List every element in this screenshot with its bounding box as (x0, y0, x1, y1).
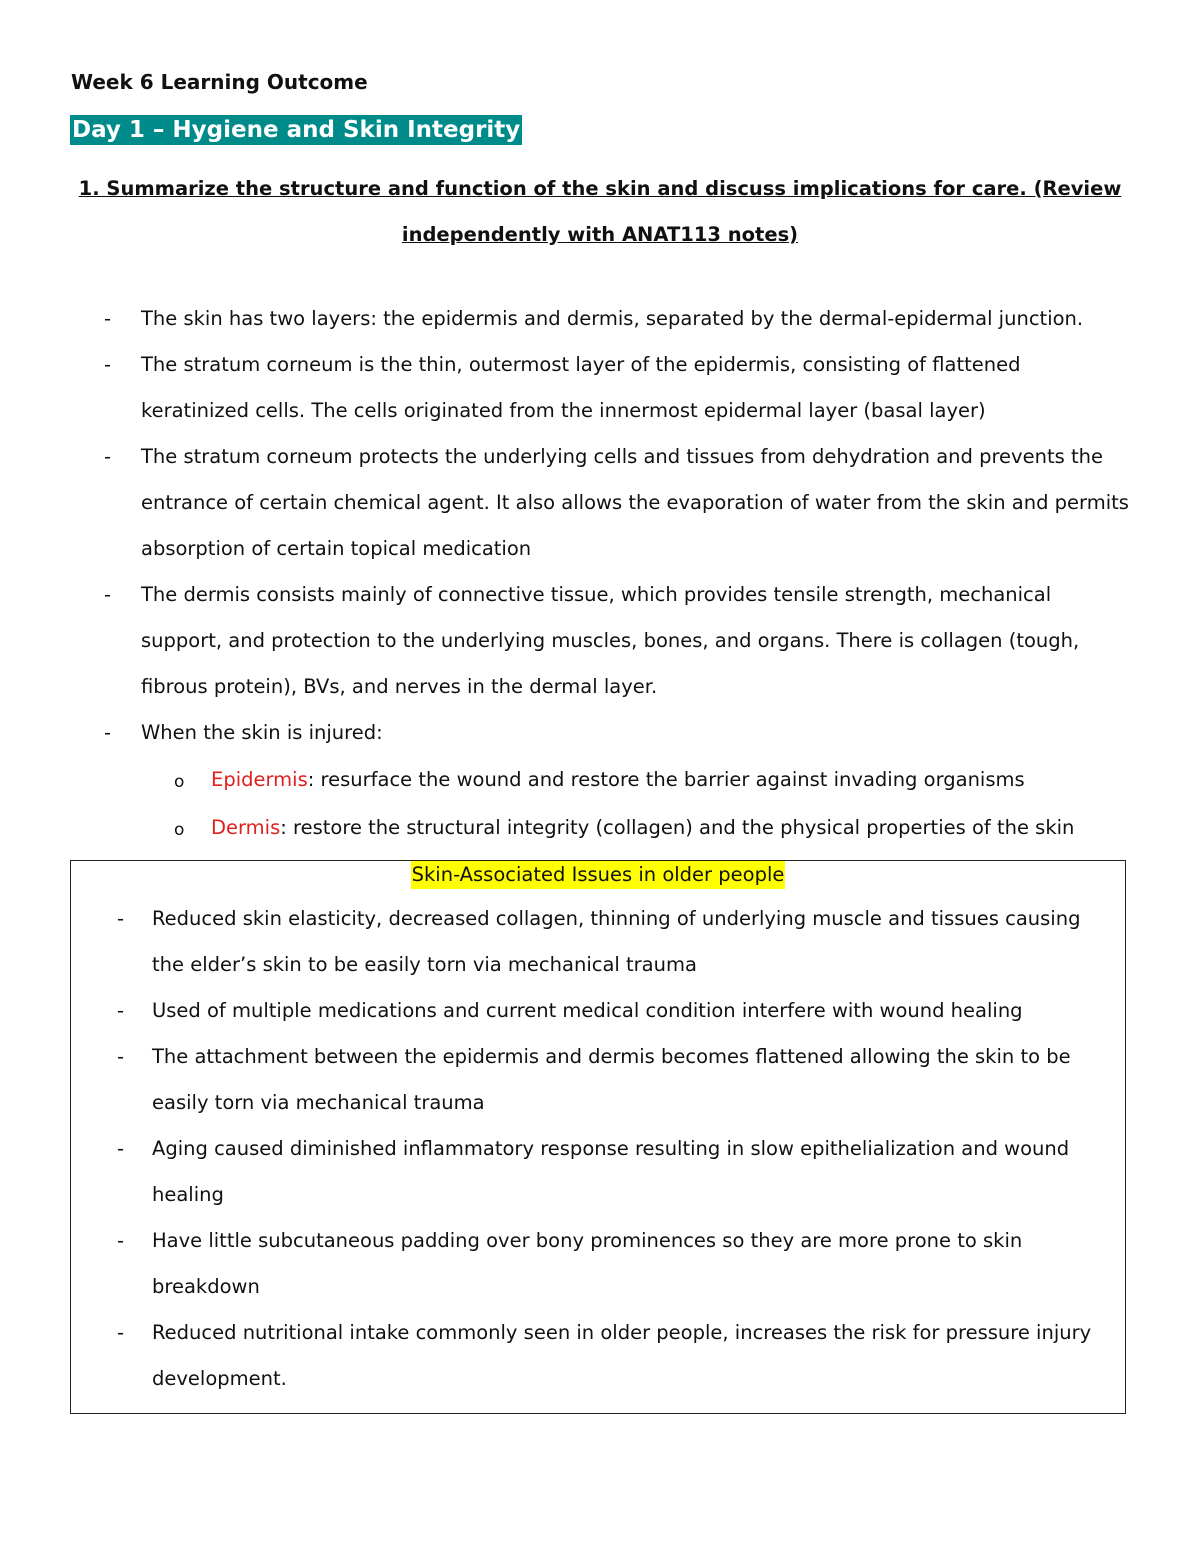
bullet-text: The stratum corneum is the thin, outermost layer of the epidermis, consisting of flattened keratinized cells. The cells originated from the innermost epidermal layer (basal layer) (141, 353, 1021, 422)
bullet-text: When the skin is injured: (141, 721, 383, 744)
bullet-dash: - (117, 999, 125, 1022)
issues-title-row (71, 861, 1125, 891)
issue-text: Aging caused diminished inflammatory response resulting in slow epithelialization and wound healing (152, 1137, 1070, 1206)
list-item (0, 342, 1200, 434)
issues-title: Skin-Associated Issues in older people (411, 861, 786, 889)
term-dermis: Dermis (211, 816, 281, 839)
skin-bullet-list (0, 296, 1200, 852)
bullet-text: The skin has two layers: the epidermis and dermis, separated by the dermal-epidermal junction. (141, 307, 1084, 330)
issue-text: The attachment between the epidermis and dermis becomes flattened allowing the skin to be easily torn via mechanical trauma (152, 1045, 1071, 1114)
list-item (0, 710, 1200, 756)
sub-bullet-marker: o (174, 772, 185, 792)
issues-box (70, 860, 1126, 1414)
list-item (71, 1034, 1125, 1126)
term-epidermis: Epidermis (211, 768, 308, 791)
bullet-dash: - (117, 1137, 125, 1160)
list-item (71, 1126, 1125, 1218)
sub-bullet-text: : restore the structural integrity (collagen) and the physical properties of the skin (280, 816, 1075, 839)
list-item (71, 1310, 1125, 1402)
list-item (71, 896, 1125, 988)
day-title: Day 1 – Hygiene and Skin Integrity (72, 117, 521, 143)
bullet-dash: - (104, 307, 112, 330)
sub-bullet-marker: o (174, 820, 185, 840)
issues-list (71, 896, 1125, 1402)
sub-list-item (0, 804, 1200, 852)
issue-text: Reduced skin elasticity, decreased collagen, thinning of underlying muscle and tissues causing the elder’s skin to be easily torn via mechanical trauma (152, 907, 1081, 976)
outcome-heading: 1. Summarize the structure and function of the skin and discuss implications for care. (Review independently with ANAT113 notes) (78, 177, 1122, 246)
bullet-dash: - (117, 1045, 125, 1068)
bullet-text: The stratum corneum protects the underlying cells and tissues from dehydration and prevents the entrance of certain chemical agent. It also allows the evaporation of water from the skin and permits absorption of certain topical medication (141, 445, 1129, 560)
issue-text: Have little subcutaneous padding over bony prominences so they are more prone to skin breakdown (152, 1229, 1023, 1298)
bullet-dash: - (104, 721, 112, 744)
issue-text: Used of multiple medications and current medical condition interfere with wound healing (152, 999, 1023, 1022)
bullet-text: The dermis consists mainly of connective tissue, which provides tensile strength, mechanical support, and protection to the underlying muscles, bones, and organs. There is collagen (tough, fibrous protein), BVs, and nerves in the dermal layer. (141, 583, 1080, 698)
sub-bullet-text: : resurface the wound and restore the barrier against invading organisms (307, 768, 1025, 791)
list-item (71, 1218, 1125, 1310)
bullet-dash: - (104, 353, 112, 376)
sub-list-item (0, 756, 1200, 804)
list-item (0, 572, 1200, 710)
bullet-dash: - (104, 445, 112, 468)
bullet-dash: - (117, 1321, 125, 1344)
list-item (71, 988, 1125, 1034)
document-label: Week 6 Learning Outcome (71, 70, 368, 94)
bullet-dash: - (117, 907, 125, 930)
list-item (0, 296, 1200, 342)
bullet-dash: - (104, 583, 112, 606)
list-item (0, 434, 1200, 572)
issue-text: Reduced nutritional intake commonly seen in older people, increases the risk for pressure injury development. (152, 1321, 1092, 1390)
bullet-dash: - (117, 1229, 125, 1252)
